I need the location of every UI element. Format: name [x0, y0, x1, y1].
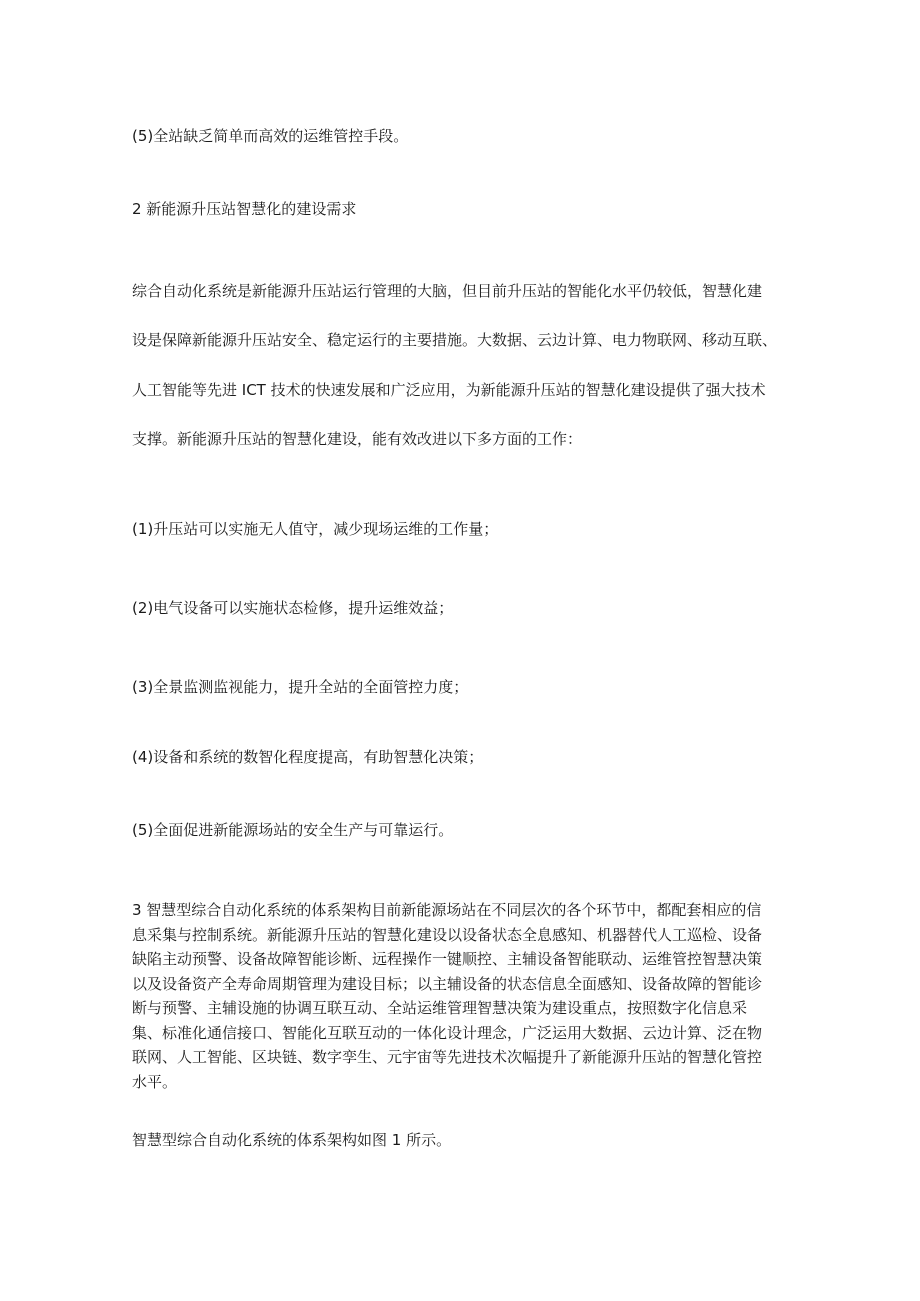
list-item: (3)全景监测监视能力，提升全站的全面管控力度； [132, 678, 469, 696]
list-item: (1)升压站可以实施无人值守，减少现场运维的工作量； [132, 520, 499, 538]
figure-reference: 智慧型综合自动化系统的体系架构如图 1 所示。 [132, 1131, 452, 1149]
paragraph-line: 设是保障新能源升压站安全、稳定运行的主要措施。大数据、云边计算、电力物联网、移动互联、 [132, 331, 778, 349]
section-heading-2: 2 新能源升压站智慧化的建设需求 [132, 200, 357, 218]
list-item-5-previous: (5)全站缺乏简单而高效的运维管控手段。 [132, 127, 409, 145]
paragraph-line: 3 智慧型综合自动化系统的体系架构目前新能源场站在不同层次的各个环节中，都配套相应的信 [132, 901, 762, 919]
paragraph-line: 缺陷主动预警、设备故障智能诊断、远程操作一键顺控、主辅设备智能联动、运维管控智慧决策 [132, 950, 763, 968]
paragraph-line: 断与预警、主辅设施的协调互联互动、全站运维管理智慧决策为建设重点，按照数字化信息采 [132, 999, 748, 1017]
section-3-paragraph [132, 898, 792, 1094]
paragraph-line: 支撑。新能源升压站的智慧化建设，能有效改进以下多方面的工作： [132, 430, 583, 448]
list-item: (4)设备和系统的数智化程度提高，有助智慧化决策； [132, 748, 484, 766]
paragraph-line: 水平。 [132, 1072, 178, 1091]
paragraph-line: 人工智能等先进 ICT 技术的快速发展和广泛应用，为新能源升压站的智慧化建设提供了强大技术 [132, 381, 766, 399]
paragraph-line: 以及设备资产全寿命周期管理为建设目标；以主辅设备的状态信息全面感知、设备故障的智能诊 [132, 974, 763, 993]
paragraph-line: 联网、人工智能、区块链、数字孪生、元宇宙等先进技术次幅提升了新能源升压站的智慧化管控 [132, 1048, 763, 1066]
paragraph-line: 息采集与控制系统。新能源升压站的智慧化建设以设备状态全息感知、机器替代人工巡检、设备 [132, 925, 763, 944]
paragraph-line: 综合自动化系统是新能源升压站运行管理的大脑，但目前升压站的智能化水平仍较低，智慧化建 [132, 282, 763, 300]
list-item: (2)电气设备可以实施状态检修，提升运维效益； [132, 599, 454, 617]
list-item: (5)全面促进新能源场站的安全生产与可靠运行。 [132, 821, 454, 839]
paragraph-line: 集、标准化通信接口、智能化互联互动的一体化设计理念，广泛运用大数据、云边计算、泛在物 [132, 1023, 763, 1042]
